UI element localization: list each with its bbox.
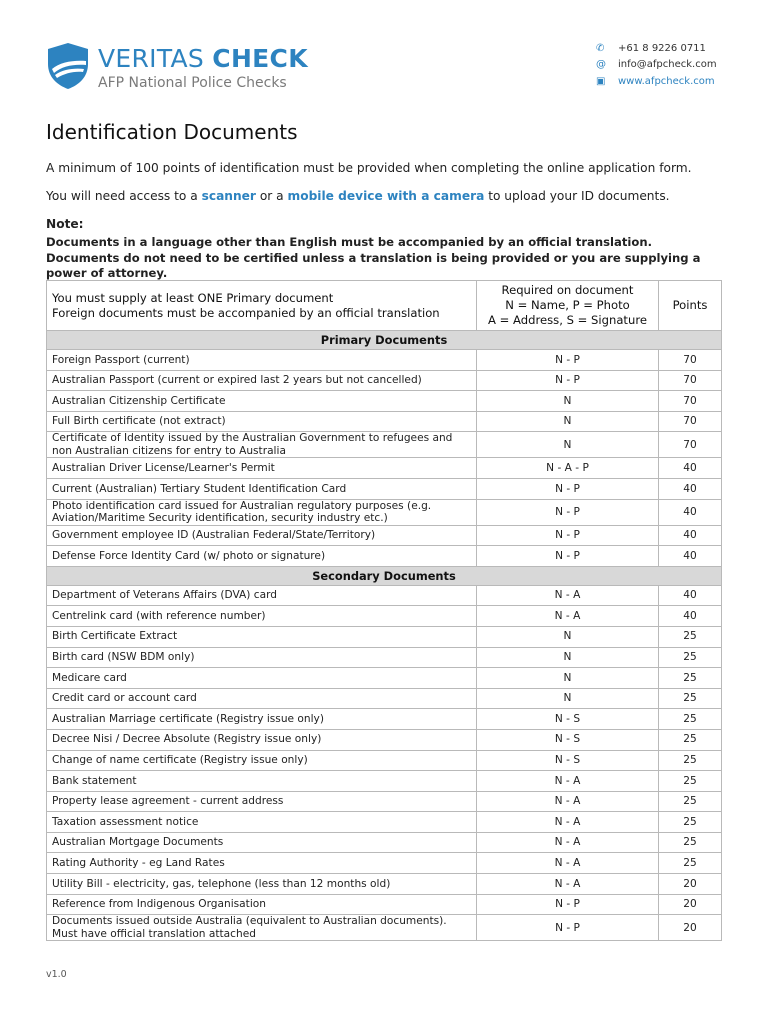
- document-name-cell: Reference from Indigenous Organisation: [47, 894, 477, 915]
- primary-section-row: [47, 331, 722, 350]
- document-name-cell: Foreign Passport (current): [47, 350, 477, 371]
- document-name-cell: [47, 915, 477, 941]
- contact-email[interactable]: info@afpcheck.com: [618, 59, 717, 70]
- required-cell: N - A: [477, 791, 659, 812]
- header-points-column: Points: [659, 281, 722, 331]
- points-cell: 20: [659, 894, 722, 915]
- document-name-cell: Decree Nisi / Decree Absolute (Registry issue only): [47, 729, 477, 750]
- table-row: [47, 812, 722, 833]
- contact-phone: +61 8 9226 0711: [618, 42, 706, 54]
- brand-name: [98, 45, 308, 73]
- scanner-highlight: scanner: [201, 189, 256, 203]
- required-cell: N: [477, 626, 659, 647]
- intro-paragraph: A minimum of 100 points of identification must be provided when completing the online application form.: [46, 161, 692, 175]
- required-cell: N - A: [477, 853, 659, 874]
- required-cell: N - S: [477, 709, 659, 730]
- required-cell: N - P: [477, 499, 659, 525]
- table-row: [47, 832, 722, 853]
- points-cell: 25: [659, 812, 722, 833]
- points-cell: 70: [659, 370, 722, 391]
- points-cell: 20: [659, 874, 722, 895]
- contact-website-link[interactable]: www.afpcheck.com: [618, 75, 715, 87]
- mobile-device-highlight: mobile device with a camera: [287, 189, 485, 203]
- page-title: Identification Documents: [46, 120, 298, 144]
- brand-part2: CHECK: [212, 44, 308, 73]
- required-cell: N - A: [477, 606, 659, 627]
- points-cell: 25: [659, 647, 722, 668]
- brand-part1: VERITAS: [98, 44, 205, 73]
- document-name-cell: Taxation assessment notice: [47, 812, 477, 833]
- header-required-column: [477, 281, 659, 331]
- access-paragraph: [46, 188, 670, 204]
- phone-icon: ✆: [596, 42, 605, 54]
- required-cell: N - A: [477, 874, 659, 895]
- document-name-cell: [47, 432, 477, 458]
- table-row: [47, 771, 722, 792]
- required-cell: N: [477, 688, 659, 709]
- points-cell: 25: [659, 709, 722, 730]
- points-cell: 25: [659, 771, 722, 792]
- document-name-cell: Current (Australian) Tertiary Student Identification Card: [47, 478, 477, 499]
- document-name-line1: Photo identification card issued for Australian regulatory purposes (e.g.: [52, 499, 432, 512]
- required-cell: N: [477, 411, 659, 432]
- points-cell: 25: [659, 750, 722, 771]
- header-document-column: [47, 281, 477, 331]
- document-name-cell: Utility Bill - electricity, gas, telephone (less than 12 months old): [47, 874, 477, 895]
- required-cell: N - P: [477, 350, 659, 371]
- table-row: [47, 499, 722, 525]
- points-cell: 70: [659, 432, 722, 458]
- required-cell: N - P: [477, 525, 659, 546]
- document-name-cell: Government employee ID (Australian Federal/State/Territory): [47, 525, 477, 546]
- document-name-cell: Bank statement: [47, 771, 477, 792]
- document-name-line2: non Australian citizens for entry to Australia: [52, 444, 286, 457]
- required-cell: N - P: [477, 370, 659, 391]
- table-row: [47, 894, 722, 915]
- points-cell: 25: [659, 626, 722, 647]
- document-name-cell: Change of name certificate (Registry issue only): [47, 750, 477, 771]
- points-cell: 70: [659, 411, 722, 432]
- table-body: [47, 331, 722, 941]
- header-col2-line3: A = Address, S = Signature: [488, 313, 647, 327]
- points-cell: 70: [659, 391, 722, 412]
- table-row: [47, 915, 722, 941]
- points-cell: 25: [659, 853, 722, 874]
- brand-tagline: AFP National Police Checks: [98, 75, 287, 91]
- note-label: Note:: [46, 217, 84, 231]
- required-cell: N - A - P: [477, 458, 659, 479]
- header-col2-line2: N = Name, P = Photo: [505, 298, 630, 312]
- points-cell: 40: [659, 606, 722, 627]
- table-row: [47, 585, 722, 606]
- table-row: [47, 432, 722, 458]
- document-name-line2: Aviation/Maritime Security identification, security industry etc.): [52, 512, 388, 525]
- document-name-cell: Centrelink card (with reference number): [47, 606, 477, 627]
- shield-icon: [46, 42, 90, 90]
- document-name-cell: Australian Passport (current or expired last 2 years but not cancelled): [47, 370, 477, 391]
- table-row: [47, 350, 722, 371]
- identification-documents-table: [46, 280, 722, 941]
- document-name-cell: Rating Authority - eg Land Rates: [47, 853, 477, 874]
- points-cell: 40: [659, 458, 722, 479]
- access-post: to upload your ID documents.: [484, 189, 670, 203]
- document-name-cell: Australian Marriage certificate (Registry issue only): [47, 709, 477, 730]
- table-row: [47, 525, 722, 546]
- version-footer: v1.0: [46, 969, 67, 980]
- document-name-cell: Medicare card: [47, 668, 477, 689]
- document-name-cell: Defense Force Identity Card (w/ photo or signature): [47, 546, 477, 567]
- document-name-line1: Documents issued outside Australia (equivalent to Australian documents).: [52, 915, 447, 928]
- points-cell: 25: [659, 729, 722, 750]
- table-row: [47, 478, 722, 499]
- document-name-cell: Full Birth certificate (not extract): [47, 411, 477, 432]
- table-row: [47, 391, 722, 412]
- document-name-cell: Australian Citizenship Certificate: [47, 391, 477, 412]
- document-name-line1: Certificate of Identity issued by the Australian Government to refugees and: [52, 432, 453, 445]
- document-name-line2: Must have official translation attached: [52, 927, 256, 940]
- required-cell: N - P: [477, 546, 659, 567]
- table-row: [47, 729, 722, 750]
- secondary-section-label: Secondary Documents: [47, 566, 722, 585]
- veritas-check-logo: [46, 42, 308, 92]
- required-cell: N - A: [477, 832, 659, 853]
- points-cell: 20: [659, 915, 722, 941]
- points-cell: 40: [659, 499, 722, 525]
- table-row: [47, 606, 722, 627]
- table-row: [47, 874, 722, 895]
- table-row: [47, 458, 722, 479]
- required-cell: N - A: [477, 585, 659, 606]
- header-col1-line2: Foreign documents must be accompanied by an official translation: [52, 305, 440, 320]
- required-cell: N: [477, 391, 659, 412]
- document-name-cell: Australian Mortgage Documents: [47, 832, 477, 853]
- contact-email-row: [596, 57, 756, 73]
- contact-phone-row: [596, 40, 756, 56]
- points-cell: 25: [659, 668, 722, 689]
- document-name-cell: [47, 499, 477, 525]
- contact-block: [596, 40, 756, 90]
- points-cell: 40: [659, 525, 722, 546]
- table-row: [47, 709, 722, 730]
- table-row: [47, 853, 722, 874]
- document-name-cell: Australian Driver License/Learner's Permit: [47, 458, 477, 479]
- document-name-cell: Birth card (NSW BDM only): [47, 647, 477, 668]
- required-cell: N - P: [477, 915, 659, 941]
- primary-section-label: Primary Documents: [47, 331, 722, 350]
- points-cell: 25: [659, 688, 722, 709]
- required-cell: N - S: [477, 729, 659, 750]
- table-row: [47, 370, 722, 391]
- document-name-cell: Birth Certificate Extract: [47, 626, 477, 647]
- table-row: [47, 626, 722, 647]
- table-row: [47, 668, 722, 689]
- note-body: Documents in a language other than English must be accompanied by an official translation. Documents do not need to be certified unless a translation is being provided or you are supplying a power of attorney.: [46, 235, 701, 280]
- points-cell: 40: [659, 546, 722, 567]
- header-col2-line1: Required on document: [501, 283, 634, 297]
- secondary-section-row: [47, 566, 722, 585]
- points-cell: 70: [659, 350, 722, 371]
- required-cell: N - S: [477, 750, 659, 771]
- required-cell: N - P: [477, 478, 659, 499]
- required-cell: N - P: [477, 894, 659, 915]
- document-name-cell: Credit card or account card: [47, 688, 477, 709]
- table-row: [47, 647, 722, 668]
- laptop-icon: ▣: [596, 75, 606, 87]
- table-row: [47, 791, 722, 812]
- table-row: [47, 750, 722, 771]
- required-cell: N - A: [477, 812, 659, 833]
- points-cell: 25: [659, 791, 722, 812]
- document-name-cell: Department of Veterans Affairs (DVA) card: [47, 585, 477, 606]
- at-sign-icon: @: [596, 59, 606, 70]
- required-cell: N: [477, 668, 659, 689]
- document-name-cell: Property lease agreement - current address: [47, 791, 477, 812]
- access-pre: You will need access to a: [46, 189, 202, 203]
- table-header-row: [47, 281, 722, 331]
- required-cell: N: [477, 647, 659, 668]
- points-cell: 40: [659, 585, 722, 606]
- header-col1-line1: You must supply at least ONE Primary document: [52, 290, 334, 305]
- table-row: [47, 546, 722, 567]
- access-mid: or a: [255, 189, 288, 203]
- table-row: [47, 688, 722, 709]
- points-cell: 40: [659, 478, 722, 499]
- points-cell: 25: [659, 832, 722, 853]
- required-cell: N - A: [477, 771, 659, 792]
- required-cell: N: [477, 432, 659, 458]
- table-row: [47, 411, 722, 432]
- contact-website-row: [596, 73, 756, 89]
